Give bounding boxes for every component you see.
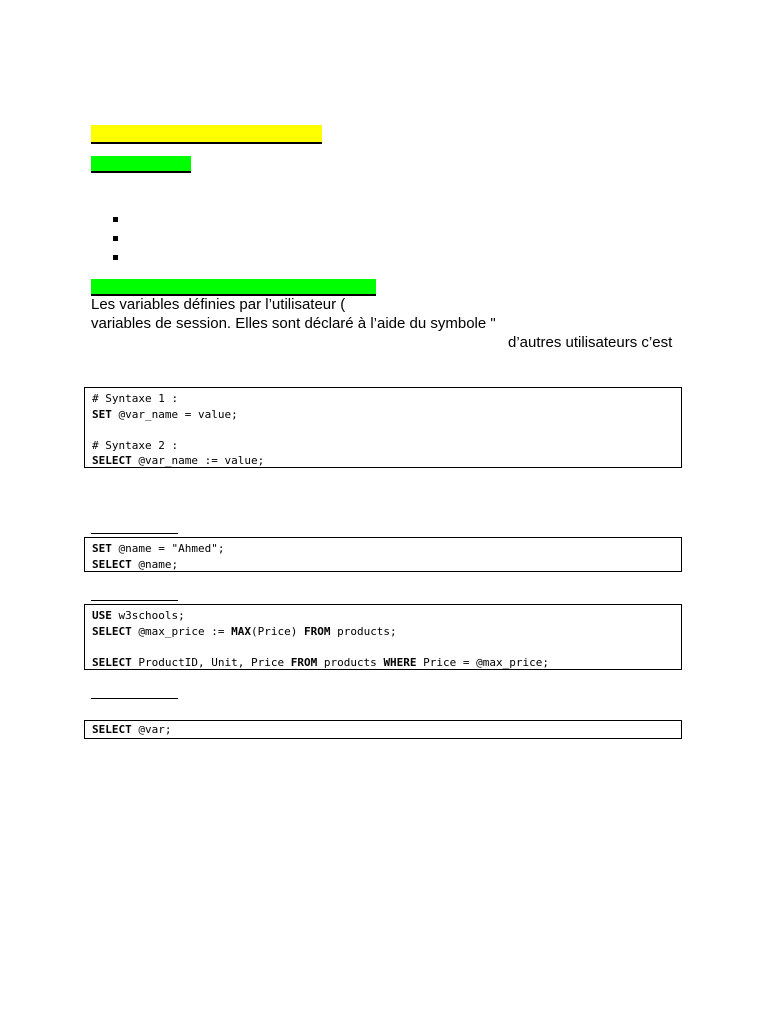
code-line xyxy=(92,557,681,573)
code-line xyxy=(92,407,681,423)
bullet-list xyxy=(113,210,126,267)
code-line xyxy=(92,624,681,640)
bullet-square-icon xyxy=(113,236,118,241)
list-item xyxy=(113,210,126,229)
code-text: @var; xyxy=(131,723,172,736)
paragraph-line-3: d’autres utilisateurs c’est xyxy=(508,334,673,351)
code-text: @max_price := xyxy=(131,624,232,638)
underline-rule xyxy=(91,533,178,534)
code-line xyxy=(92,722,681,738)
highlighted-title xyxy=(91,125,322,144)
code-comment: # Syntaxe 1 : xyxy=(92,392,179,405)
paragraph-line-1: Les variables définies par l’utilisateur ( xyxy=(91,296,346,313)
code-line xyxy=(92,453,681,469)
code-text: Price = @max_price; xyxy=(416,655,550,669)
list-item xyxy=(113,229,126,248)
paragraph-line-2: variables de session. Elles sont déclaré à l’aide du symbole " xyxy=(91,315,496,332)
code-text: ProductID, Unit, Price xyxy=(131,655,291,669)
code-block-example-1 xyxy=(84,537,682,572)
code-blank-line xyxy=(92,422,681,438)
code-keyword: SELECT xyxy=(92,723,132,736)
code-block-example-3 xyxy=(84,720,682,739)
code-keyword: SELECT xyxy=(92,624,132,638)
code-keyword: SELECT xyxy=(92,655,132,669)
code-block-syntax xyxy=(84,387,682,468)
code-keyword: FROM xyxy=(290,655,318,669)
code-text: (Price) xyxy=(250,624,304,638)
code-keyword: WHERE xyxy=(383,655,417,669)
highlighted-subtitle xyxy=(91,156,191,173)
code-text: products; xyxy=(330,624,397,638)
code-keyword: SELECT xyxy=(92,454,132,467)
highlighted-section-heading xyxy=(91,279,376,296)
code-line xyxy=(92,655,681,671)
underline-rule xyxy=(91,600,178,601)
code-text: products xyxy=(317,655,384,669)
bullet-square-icon xyxy=(113,255,118,260)
code-line xyxy=(92,541,681,557)
list-item xyxy=(113,248,126,267)
bullet-square-icon xyxy=(113,217,118,222)
code-keyword: USE xyxy=(92,609,112,622)
code-keyword: SET xyxy=(92,542,112,555)
code-keyword: SELECT xyxy=(92,557,132,571)
code-keyword: FROM xyxy=(303,624,331,638)
code-blank-line xyxy=(92,639,681,655)
code-text: w3schools; xyxy=(111,609,185,622)
code-comment: # Syntaxe 2 : xyxy=(92,438,179,452)
code-text: @var_name = value; xyxy=(111,407,238,421)
code-text: @name; xyxy=(131,557,179,571)
code-line xyxy=(92,608,681,624)
code-keyword: MAX xyxy=(231,624,251,638)
code-text: @name = "Ahmed"; xyxy=(111,542,225,555)
code-keyword: SET xyxy=(92,407,112,421)
underline-rule xyxy=(91,698,178,699)
code-text: @var_name := value; xyxy=(131,454,265,467)
code-block-example-2 xyxy=(84,604,682,670)
